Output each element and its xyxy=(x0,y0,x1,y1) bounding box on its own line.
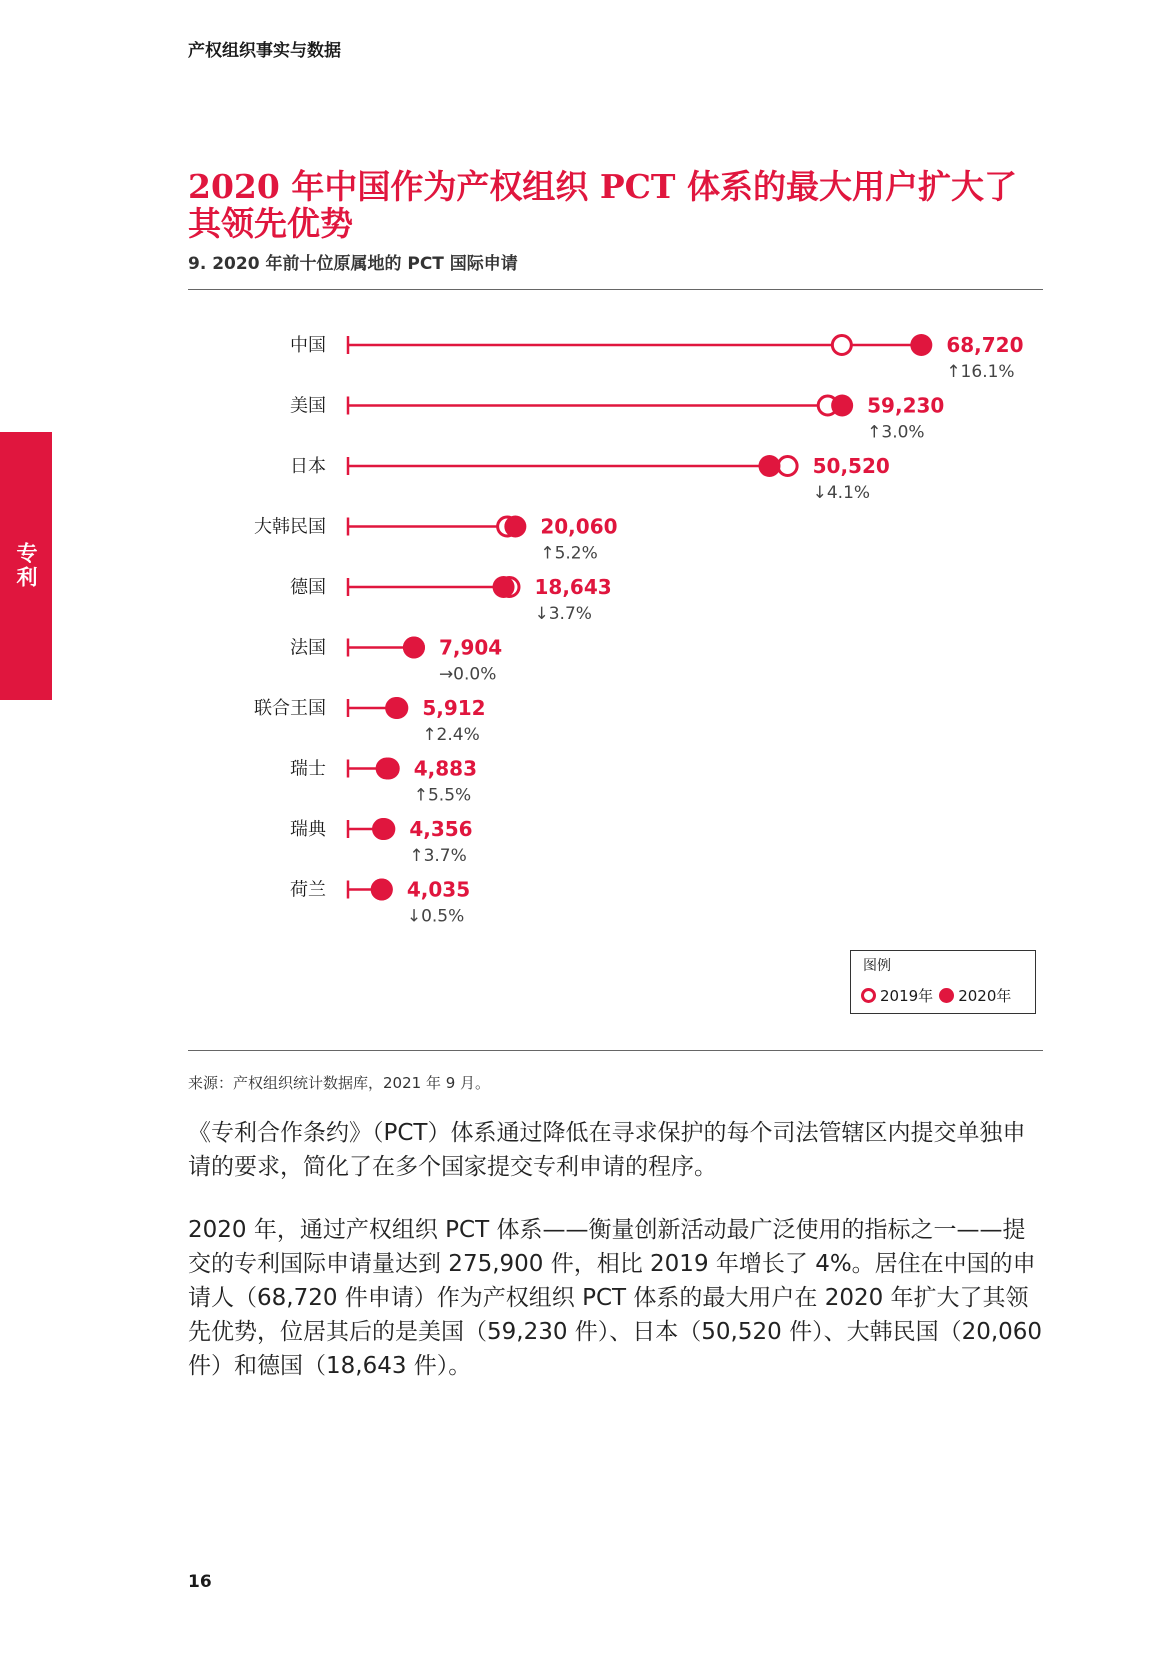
body-paragraph: 《专利合作条约》（PCT）体系通过降低在寻求保护的每个司法管辖区内提交单独申请的要求，简化了在多个国家提交专利申请的程序。 xyxy=(188,1120,1026,1180)
category-label: 大韩民国 xyxy=(254,516,326,538)
value-label: 5,912 xyxy=(422,696,486,720)
point-2019 xyxy=(778,457,797,476)
change-label: ↑5.5% xyxy=(413,785,472,806)
page-title: 2020 年中国作为产权组织 PCT 体系的最大用户扩大了其领先优势 xyxy=(188,167,1017,243)
category-label: 美国 xyxy=(290,395,326,417)
value-label: 59,230 xyxy=(867,393,945,418)
point-2020 xyxy=(758,455,780,477)
value-label: 20,060 xyxy=(540,514,618,539)
point-2020 xyxy=(403,637,425,659)
category-label: 中国 xyxy=(290,335,326,356)
category-label: 瑞士 xyxy=(290,758,326,780)
point-2020 xyxy=(504,516,526,538)
value-label: 68,720 xyxy=(946,333,1024,357)
category-label: 荷兰 xyxy=(290,879,326,901)
chart-legend xyxy=(850,950,1036,1014)
value-label: 4,356 xyxy=(409,817,473,841)
section-tab xyxy=(0,432,52,700)
point-2019 xyxy=(832,336,851,355)
section-tab-label: 专利 xyxy=(14,542,38,590)
change-label: ↑5.2% xyxy=(540,543,598,564)
category-label: 瑞典 xyxy=(290,819,326,840)
chart-subtitle: 9. 2020 年前十位原属地的 PCT 国际申请 xyxy=(188,254,518,274)
category-label: 日本 xyxy=(290,456,326,477)
change-label: ↑3.7% xyxy=(409,846,467,866)
category-label: 德国 xyxy=(290,577,326,598)
point-2020 xyxy=(493,576,515,598)
top-divider xyxy=(188,289,1043,290)
legend-title: 图例 xyxy=(863,958,891,974)
running-header: 产权组织事实与数据 xyxy=(188,41,341,61)
bottom-divider xyxy=(188,1050,1043,1051)
legend-2020-label: 2020年 xyxy=(958,987,1012,1005)
point-2020 xyxy=(386,697,408,719)
value-label: 18,643 xyxy=(534,575,612,599)
change-label: ↓3.7% xyxy=(534,604,592,624)
body-paragraph: 2020 年，通过产权组织 PCT 体系——衡量创新活动最广泛使用的指标之一——提交的专利国际申请量达到 275,900 件，相比 2019 年增长了 4%。居住在中国的申请人（68,720 件申请）作为产权组织 PCT 体系的最大用户在 2020 年扩大了其领先优势，位居其后的是美国（59,230 件）、日本（50,520 件）、大韩民国（20,060 件）和德国（18,643 件）。 xyxy=(188,1217,1043,1379)
point-2020 xyxy=(831,395,853,417)
change-label: ↓4.1% xyxy=(812,483,871,503)
point-2020 xyxy=(378,758,400,780)
point-2020 xyxy=(373,818,395,840)
source-note: 来源：产权组织统计数据库，2021 年 9 月。 xyxy=(188,1074,491,1092)
change-label: ↓0.5% xyxy=(406,906,465,927)
point-2020 xyxy=(910,334,932,356)
legend-2019-label: 2019年 xyxy=(880,987,934,1005)
category-label: 联合王国 xyxy=(254,698,326,719)
change-label: →0.0% xyxy=(438,664,497,685)
category-label: 法国 xyxy=(290,637,326,659)
value-label: 4,035 xyxy=(406,877,471,902)
point-2020 xyxy=(371,879,393,901)
legend-2019-marker xyxy=(861,988,876,1003)
value-label: 50,520 xyxy=(812,454,890,478)
change-label: ↑16.1% xyxy=(946,362,1015,382)
legend-2020-marker xyxy=(939,988,954,1003)
value-label: 7,904 xyxy=(438,635,503,660)
change-label: ↑3.0% xyxy=(867,422,925,443)
page-number: 16 xyxy=(188,1572,212,1592)
value-label: 4,883 xyxy=(413,756,478,781)
pct-dumbbell-chart xyxy=(188,310,1043,930)
change-label: ↑2.4% xyxy=(422,725,480,745)
